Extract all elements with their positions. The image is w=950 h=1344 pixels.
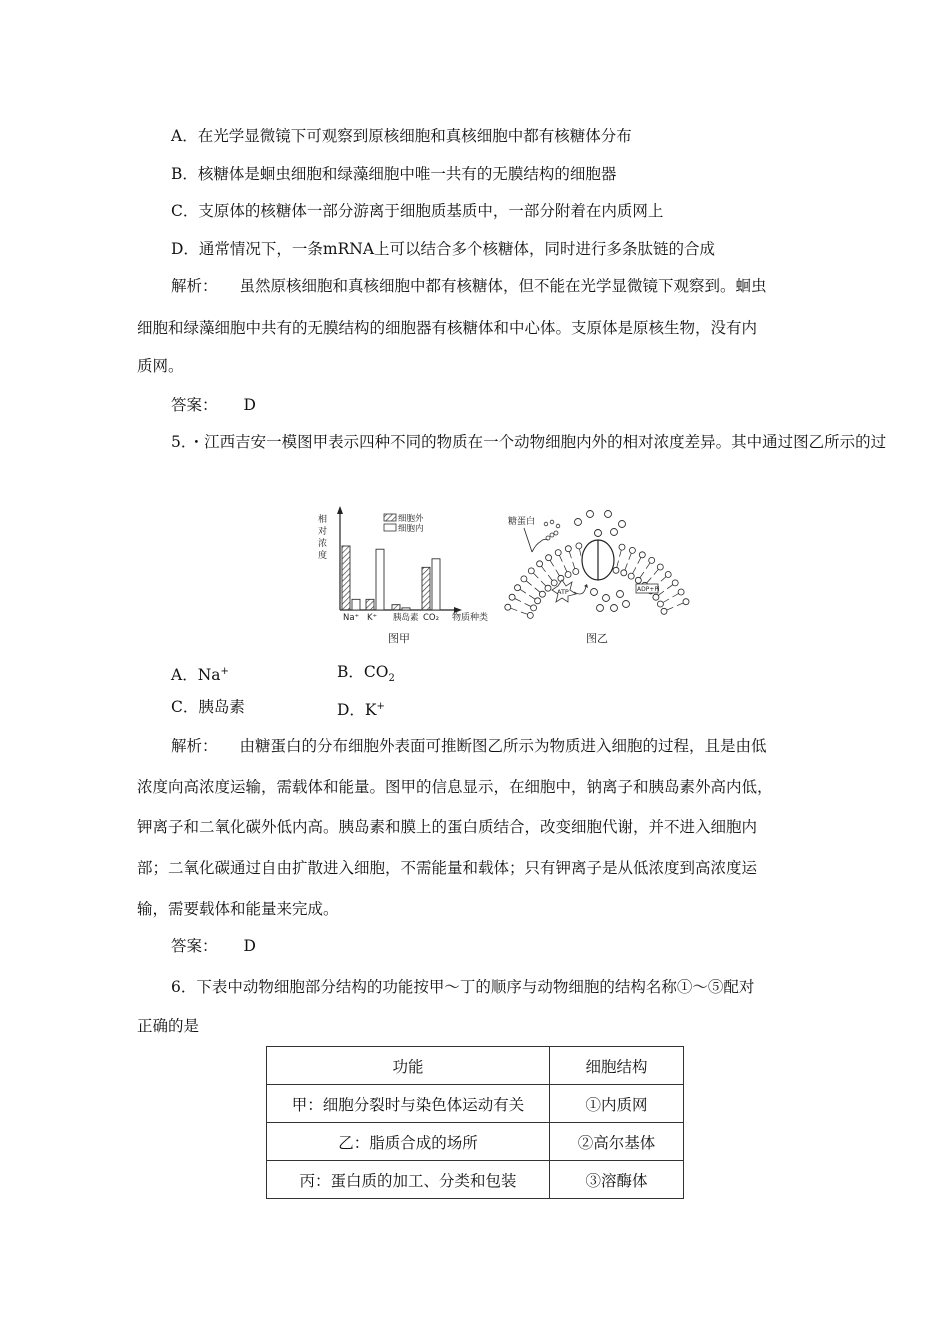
bar-inside [352, 599, 360, 610]
legend-label-inside: 细胞内 [398, 524, 424, 534]
x-axis-label: 物质种类 [452, 613, 489, 623]
table-cell: ①内质网 [550, 1085, 684, 1123]
y-axis-label-char: 度 [318, 551, 328, 561]
analysis-text: 质网。 [137, 357, 184, 375]
carrier-protein [582, 530, 614, 581]
answer-label: 答案： [171, 937, 218, 955]
option-c: C．胰岛素 [171, 698, 245, 716]
answer-label: 答案： [171, 396, 218, 414]
question-stem-cont: 正确的是 [137, 1017, 200, 1035]
analysis-line [171, 736, 767, 756]
table-row [267, 1123, 684, 1161]
bar-inside [402, 608, 410, 610]
atp-label: ATP [557, 588, 569, 596]
answer-line [171, 395, 256, 415]
y-axis-arrow [337, 506, 343, 514]
option-c: C．支原体的核糖体一部分游离于细胞质基质中，一部分附着在内质网上 [171, 202, 664, 220]
table-header: 功能 [267, 1047, 550, 1085]
analysis-text: 由糖蛋白的分布细胞外表面可推断图乙所示为物质进入细胞的过程，且是由低 [239, 737, 767, 755]
option-a-text: A．Na [171, 666, 221, 685]
table-row [267, 1085, 684, 1123]
option-d [337, 697, 385, 720]
glycoprotein-label: 糖蛋白 [508, 517, 536, 527]
option-a: A．在光学显微镜下可观察到原核细胞和真核细胞中都有核糖体分布 [171, 127, 632, 145]
y-axis-label-char: 相 [318, 515, 328, 525]
analysis-line [171, 276, 767, 296]
x-tick-label: CO₂ [423, 613, 440, 623]
option-b-text: B．CO [337, 663, 389, 681]
analysis-text: 虽然原核细胞和真核细胞中都有核糖体，但不能在光学显微镜下观察到。蛔虫 [239, 277, 767, 295]
answer-value: D [243, 396, 256, 414]
table-cell: ③溶酶体 [550, 1161, 684, 1199]
table-cell: 甲：细胞分裂时与染色体运动有关 [267, 1085, 550, 1123]
table-row [267, 1161, 684, 1199]
y-axis-label-char: 浓 [318, 539, 328, 549]
option-b [337, 662, 395, 689]
table-header: 细胞结构 [550, 1047, 684, 1085]
adp-label: ADP+Pi [637, 586, 660, 593]
option-b: B．核糖体是蛔虫细胞和绿藻细胞中唯一共有的无膜结构的细胞器 [171, 165, 617, 183]
analysis-text: 钾离子和二氧化碳外低内高。胰岛素和膜上的蛋白质结合，改变细胞代谢，并不进入细胞内 [137, 818, 758, 836]
table-cell: 乙：脂质合成的场所 [267, 1123, 550, 1161]
analysis-label: 解析： [171, 737, 218, 755]
bar-inside [376, 549, 384, 610]
option-d: D．通常情况下，一条mRNA上可以结合多个核糖体，同时进行多条肽链的合成 [171, 240, 716, 258]
figure-a-caption: 图甲 [388, 632, 410, 645]
figure-a-chart [310, 500, 500, 650]
subscript: 2 [388, 673, 395, 685]
superscript: + [220, 666, 229, 677]
bar-outside [422, 567, 430, 610]
answer-value: D [243, 937, 256, 955]
x-tick-label: K⁺ [367, 613, 378, 623]
table-cell: 丙：蛋白质的加工、分类和包装 [267, 1161, 550, 1199]
question-stem: 6．下表中动物细胞部分结构的功能按甲～丁的顺序与动物细胞的结构名称①～⑤配对 [171, 978, 755, 996]
table-cell: ②高尔基体 [550, 1123, 684, 1161]
bar-outside [342, 546, 350, 610]
option-d-text: D．K [337, 701, 377, 720]
y-axis-label-char: 对 [318, 527, 328, 537]
x-tick-label: Na⁺ [343, 613, 360, 623]
legend-swatch-inside [384, 524, 396, 531]
option-a [171, 662, 229, 685]
analysis-text: 浓度向高浓度运输，需载体和能量。图甲的信息显示，在细胞中，钠离子和胰岛素外高内低， [137, 778, 773, 796]
bar-outside [366, 599, 374, 610]
answer-line [171, 936, 256, 956]
function-structure-table [266, 1046, 684, 1199]
analysis-text: 部；二氧化碳通过自由扩散进入细胞，不需能量和载体；只有钾离子是从低浓度到高浓度运 [137, 859, 758, 877]
superscript: + [376, 701, 385, 712]
figure-b-caption: 图乙 [586, 632, 608, 645]
x-tick-label: 胰岛素 [393, 613, 419, 623]
analysis-label: 解析： [171, 277, 218, 295]
table-header-row [267, 1047, 684, 1085]
figure-b-diagram [502, 500, 692, 650]
legend-swatch-outside [384, 514, 396, 521]
analysis-text: 细胞和绿藻细胞中共有的无膜结构的细胞器有核糖体和中心体。支原体是原核生物，没有内 [137, 319, 758, 337]
analysis-text: 输，需要载体和能量来完成。 [137, 900, 339, 918]
question-stem: 5．・江西吉安一模图甲表示四种不同的物质在一个动物细胞内外的相对浓度差异。其中通过图乙所示的过 [171, 433, 887, 451]
bar-inside [432, 559, 440, 610]
bar-outside [392, 605, 400, 610]
legend-label-outside: 细胞外 [398, 514, 424, 524]
